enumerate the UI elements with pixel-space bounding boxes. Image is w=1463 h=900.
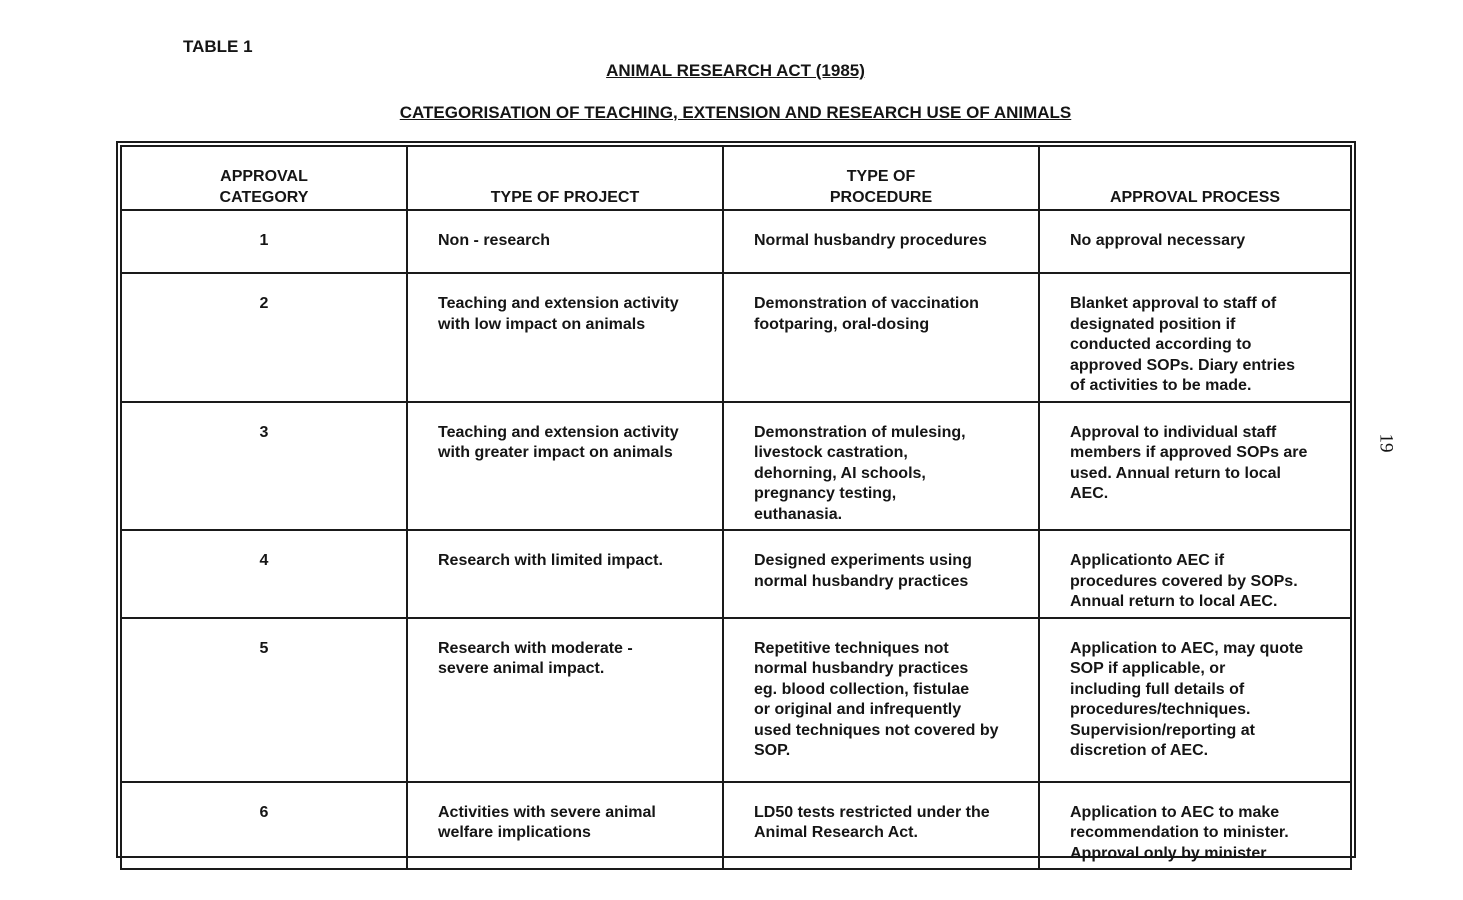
procedure-cell: Normal husbandry procedures <box>723 210 1039 273</box>
project-cell: Teaching and extension activity with low impact on animals <box>407 273 723 402</box>
categorisation-table <box>120 145 1352 870</box>
table-row <box>121 210 1351 273</box>
project-cell: Teaching and extension activity with greater impact on animals <box>407 402 723 531</box>
table-header-row <box>121 146 1351 210</box>
header-type-of-procedure: TYPE OF PROCEDURE <box>723 146 1039 210</box>
table-row <box>121 273 1351 402</box>
category-cell: 4 <box>121 530 407 618</box>
procedure-cell: Demonstration of mulesing, livestock castration, dehorning, AI schools, pregnancy testing, euthanasia. <box>723 402 1039 531</box>
header-type-of-project: TYPE OF PROJECT <box>407 146 723 210</box>
process-cell: Application to AEC, may quote SOP if applicable, or including full details of procedures/techniques. Supervision/reporting at discretion of AEC. <box>1039 618 1351 782</box>
project-cell: Research with limited impact. <box>407 530 723 618</box>
project-cell: Non - research <box>407 210 723 273</box>
process-cell: Application to AEC to make recommendation to minister. Approval only by minister <box>1039 782 1351 870</box>
table-row <box>121 618 1351 782</box>
procedure-cell: LD50 tests restricted under the Animal Research Act. <box>723 782 1039 870</box>
process-cell: Approval to individual staff members if approved SOPs are used. Annual return to local AEC. <box>1039 402 1351 531</box>
table-row <box>121 782 1351 870</box>
category-cell: 2 <box>121 273 407 402</box>
category-cell: 5 <box>121 618 407 782</box>
category-cell: 6 <box>121 782 407 870</box>
procedure-cell: Repetitive techniques not normal husbandry practices eg. blood collection, fistulae or original and infrequently used techniques not covered by SOP. <box>723 618 1039 782</box>
header-approval-category: APPROVAL CATEGORY <box>121 146 407 210</box>
project-cell: Research with moderate - severe animal impact. <box>407 618 723 782</box>
category-cell: 1 <box>121 210 407 273</box>
categorisation-table-frame <box>116 141 1356 862</box>
procedure-cell: Designed experiments using normal husbandry practices <box>723 530 1039 618</box>
procedure-cell: Demonstration of vaccination footparing, oral-dosing <box>723 273 1039 402</box>
page-number: 19 <box>1375 433 1397 453</box>
table-row <box>121 402 1351 531</box>
process-cell: Blanket approval to staff of designated position if conducted according to approved SOPs. Diary entries of activities to be made. <box>1039 273 1351 402</box>
document-subtitle: CATEGORISATION OF TEACHING, EXTENSION AND RESEARCH USE OF ANIMALS <box>399 103 1072 122</box>
table-label: TABLE 1 <box>183 37 253 56</box>
process-cell: No approval necessary <box>1039 210 1351 273</box>
project-cell: Activities with severe animal welfare implications <box>407 782 723 870</box>
header-approval-process: APPROVAL PROCESS <box>1039 146 1351 210</box>
table-row <box>121 530 1351 618</box>
document-title: ANIMAL RESEARCH ACT (1985) <box>606 61 865 80</box>
process-cell: Applicationto AEC if procedures covered by SOPs. Annual return to local AEC. <box>1039 530 1351 618</box>
category-cell: 3 <box>121 402 407 531</box>
